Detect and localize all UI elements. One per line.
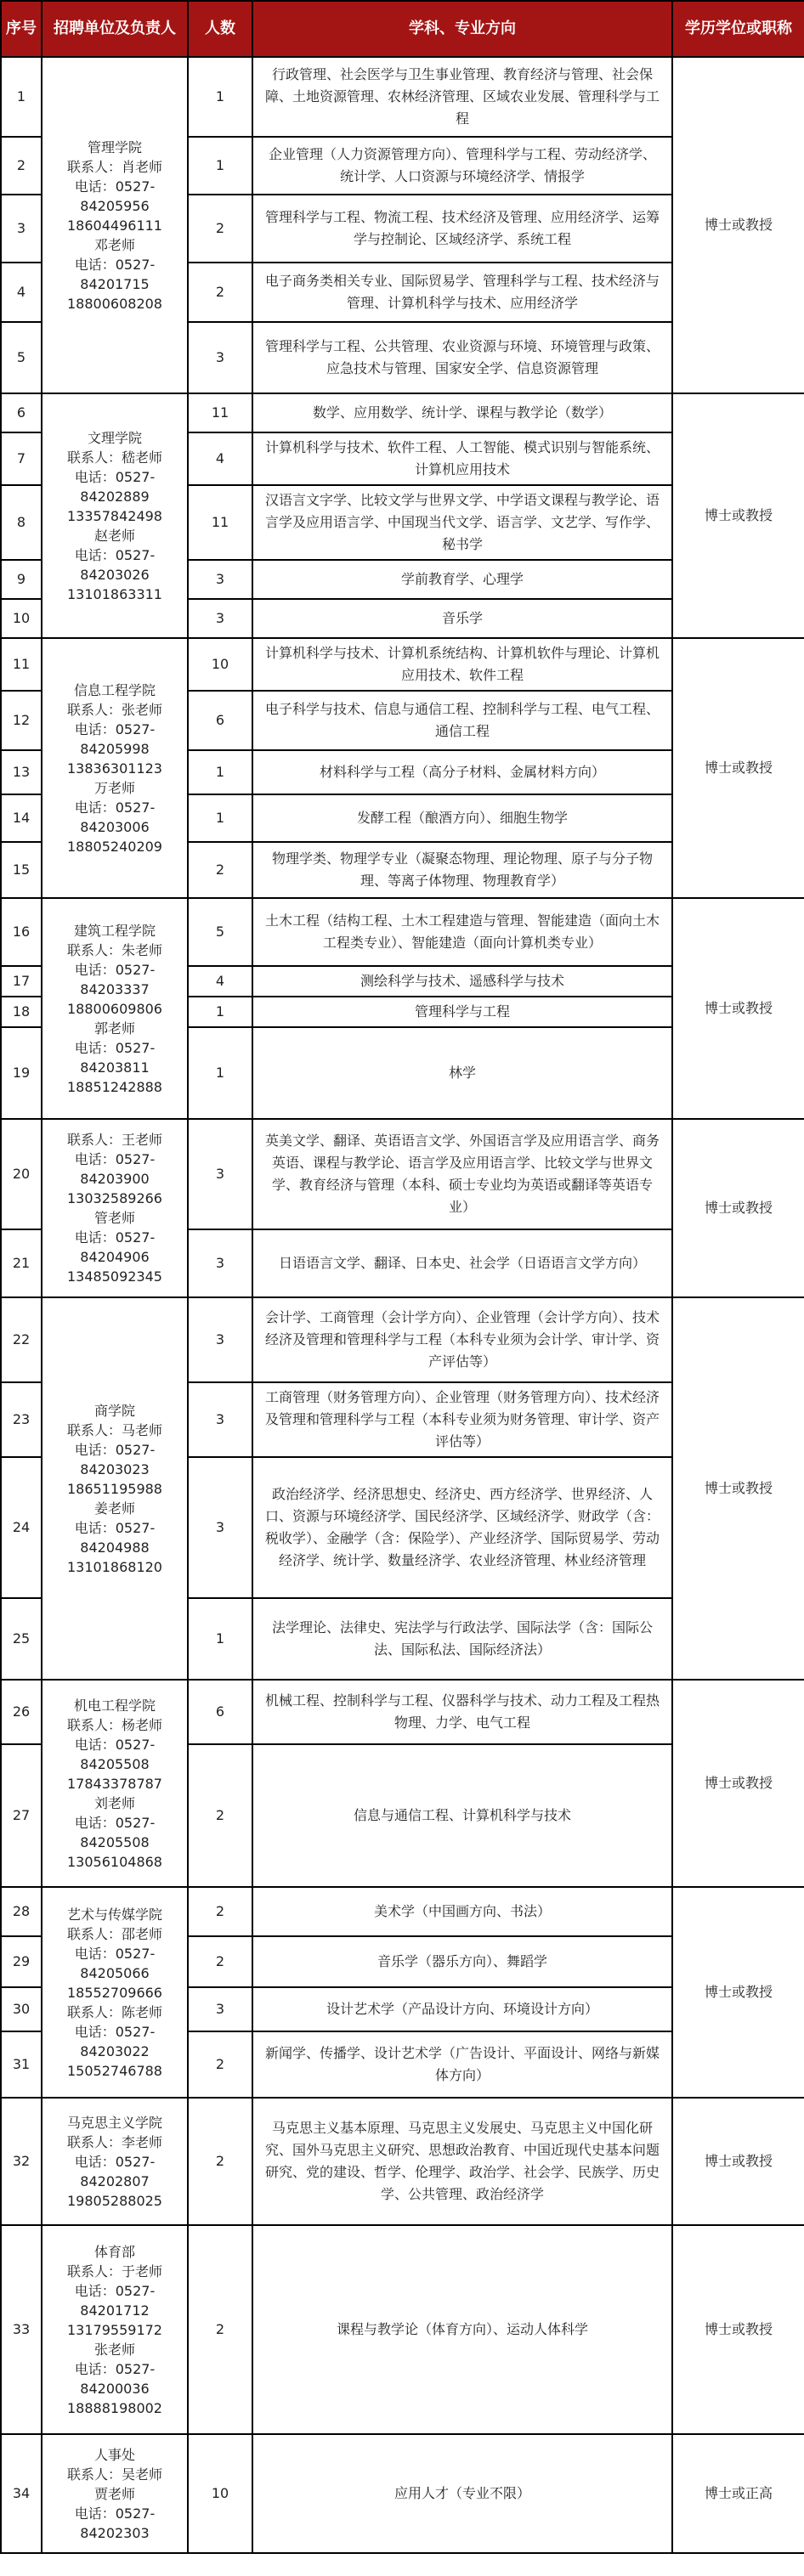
- subject-direction: 法学理论、法律史、宪法学与行政法学、国际法学（含：国际公法、国际私法、国际经济法）: [252, 1598, 672, 1680]
- row-number: 28: [1, 1887, 42, 1936]
- subject-direction: 林学: [252, 1027, 672, 1119]
- headcount: 2: [188, 2031, 252, 2098]
- subject-direction: 发酵工程（酿酒方向）、细胞生物学: [252, 794, 672, 842]
- headcount: 3: [188, 322, 252, 393]
- degree-requirement: 博士或教授: [672, 2098, 804, 2225]
- table-row: [1, 2225, 804, 2434]
- subject-direction: 马克思主义基本原理、马克思主义发展史、马克思主义中国化研究、国外马克思主义研究、思想政治教育、中国近现代史基本问题研究、党的建设、哲学、伦理学、政治学、社会学、民族学、历史学、公共管理、政治经济学: [252, 2098, 672, 2225]
- row-number: 31: [1, 2031, 42, 2098]
- table-row: [1, 2098, 804, 2225]
- subject-direction: 管理科学与工程、物流工程、技术经济及管理、应用经济学、运筹学与控制论、区域经济学、系统工程: [252, 195, 672, 263]
- subject-direction: 物理学类、物理学专业（凝聚态物理、理论物理、原子与分子物理、等离子体物理、物理教育学）: [252, 842, 672, 898]
- subject-direction: 计算机科学与技术、计算机系统结构、计算机软件与理论、计算机应用技术、软件工程: [252, 638, 672, 691]
- headcount: 3: [188, 599, 252, 638]
- recruiting-unit: 商学院 联系人：马老师 电话：0527-84203023 18651195988 姜老师 电话：0527-84204988 13101868120: [42, 1297, 188, 1680]
- row-number: 13: [1, 750, 42, 794]
- headcount: 1: [188, 794, 252, 842]
- row-number: 22: [1, 1297, 42, 1382]
- row-number: 34: [1, 2434, 42, 2553]
- recruiting-unit: 管理学院 联系人：肖老师 电话：0527-84205956 18604496111 邓老师 电话：0527-84201715 18800608208: [42, 57, 188, 393]
- headcount: 6: [188, 691, 252, 750]
- degree-requirement: 博士或教授: [672, 1887, 804, 2098]
- row-number: 11: [1, 638, 42, 691]
- degree-requirement: 博士或教授: [672, 2225, 804, 2434]
- row-number: 24: [1, 1457, 42, 1598]
- recruiting-unit: 马克思主义学院 联系人：李老师 电话：0527-84202807 19805288025: [42, 2098, 188, 2225]
- subject-direction: 管理科学与工程: [252, 997, 672, 1027]
- table-row: [1, 57, 804, 137]
- header-count: 人数: [188, 1, 252, 57]
- row-number: 5: [1, 322, 42, 393]
- subject-direction: 日语语言文学、翻译、日本史、社会学（日语语言文学方向）: [252, 1229, 672, 1297]
- subject-direction: 电子科学与技术、信息与通信工程、控制科学与工程、电气工程、通信工程: [252, 691, 672, 750]
- degree-requirement: 博士或正高: [672, 2434, 804, 2553]
- subject-direction: 音乐学: [252, 599, 672, 638]
- subject-direction: 企业管理（人力资源管理方向）、管理科学与工程、劳动经济学、统计学、人口资源与环境经济学、情报学: [252, 137, 672, 195]
- row-number: 17: [1, 966, 42, 997]
- row-number: 27: [1, 1744, 42, 1887]
- table-row: [1, 1887, 804, 1936]
- row-number: 10: [1, 599, 42, 638]
- table-row: [1, 1297, 804, 1382]
- recruiting-unit: 文理学院 联系人：嵇老师 电话：0527-84202889 13357842498 赵老师 电话：0527-84203026 13101863311: [42, 393, 188, 638]
- row-number: 20: [1, 1119, 42, 1229]
- headcount: 6: [188, 1680, 252, 1744]
- row-number: 4: [1, 263, 42, 322]
- table-row: [1, 393, 804, 432]
- recruiting-unit: 人事处 联系人：吴老师 贾老师 电话：0527-84202303: [42, 2434, 188, 2553]
- degree-requirement: 博士或教授: [672, 57, 804, 393]
- subject-direction: 电子商务类相关专业、国际贸易学、管理科学与工程、技术经济与管理、计算机科学与技术、应用经济学: [252, 263, 672, 322]
- row-number: 14: [1, 794, 42, 842]
- row-number: 3: [1, 195, 42, 263]
- row-number: 21: [1, 1229, 42, 1297]
- headcount: 3: [188, 560, 252, 599]
- recruiting-unit: 建筑工程学院 联系人：朱老师 电话：0527-84203337 18800609806 郭老师 电话：0527-84203811 18851242888: [42, 898, 188, 1119]
- headcount: 3: [188, 1297, 252, 1382]
- subject-direction: 计算机科学与技术、软件工程、人工智能、模式识别与智能系统、计算机应用技术: [252, 432, 672, 485]
- headcount: 4: [188, 966, 252, 997]
- headcount: 1: [188, 750, 252, 794]
- degree-requirement: 博士或教授: [672, 1119, 804, 1297]
- subject-direction: 音乐学（器乐方向）、舞蹈学: [252, 1936, 672, 1987]
- header-row: [1, 1, 804, 57]
- headcount: 2: [188, 842, 252, 898]
- headcount: 1: [188, 57, 252, 137]
- header-no: 序号: [1, 1, 42, 57]
- subject-direction: 行政管理、社会医学与卫生事业管理、教育经济与管理、社会保障、土地资源管理、农林经济管理、区域农业发展、管理科学与工程: [252, 57, 672, 137]
- subject-direction: 课程与教学论（体育方向）、运动人体科学: [252, 2225, 672, 2434]
- header-unit: 招聘单位及负责人: [42, 1, 188, 57]
- row-number: 30: [1, 1987, 42, 2031]
- row-number: 32: [1, 2098, 42, 2225]
- headcount: 4: [188, 432, 252, 485]
- headcount: 3: [188, 1987, 252, 2031]
- table-row: [1, 2434, 804, 2553]
- headcount: 3: [188, 1229, 252, 1297]
- subject-direction: 测绘科学与技术、遥感科学与技术: [252, 966, 672, 997]
- subject-direction: 设计艺术学（产品设计方向、环境设计方向）: [252, 1987, 672, 2031]
- subject-direction: 汉语言文字学、比较文学与世界文学、中学语文课程与教学论、语言学及应用语言学、中国现当代文学、语言学、文艺学、写作学、秘书学: [252, 485, 672, 560]
- headcount: 1: [188, 137, 252, 195]
- headcount: 2: [188, 1744, 252, 1887]
- subject-direction: 新闻学、传播学、设计艺术学（广告设计、平面设计、网络与新媒体方向）: [252, 2031, 672, 2098]
- row-number: 12: [1, 691, 42, 750]
- subject-direction: 英美文学、翻译、英语语言文学、外国语言学及应用语言学、商务英语、课程与教学论、语言学及应用语言学、比较文学与世界文学、教育经济与管理（本科、硕士专业均为英语或翻译等英语专业）: [252, 1119, 672, 1229]
- row-number: 26: [1, 1680, 42, 1744]
- subject-direction: 应用人才（专业不限）: [252, 2434, 672, 2553]
- subject-direction: 管理科学与工程、公共管理、农业资源与环境、环境管理与政策、应急技术与管理、国家安全学、信息资源管理: [252, 322, 672, 393]
- table-row: [1, 1680, 804, 1744]
- row-number: 15: [1, 842, 42, 898]
- recruiting-unit: 机电工程学院 联系人：杨老师 电话：0527-84205508 17843378787 刘老师 电话：0527-84205508 13056104868: [42, 1680, 188, 1887]
- headcount: 2: [188, 2098, 252, 2225]
- row-number: 25: [1, 1598, 42, 1680]
- recruiting-unit: 信息工程学院 联系人：张老师 电话：0527-84205998 13836301123 万老师 电话：0527-84203006 18805240209: [42, 638, 188, 898]
- header-subject: 学科、专业方向: [252, 1, 672, 57]
- subject-direction: 美术学（中国画方向、书法）: [252, 1887, 672, 1936]
- row-number: 19: [1, 1027, 42, 1119]
- row-number: 33: [1, 2225, 42, 2434]
- headcount: 1: [188, 1598, 252, 1680]
- degree-requirement: 博士或教授: [672, 638, 804, 898]
- headcount: 2: [188, 263, 252, 322]
- subject-direction: 土木工程（结构工程、土木工程建造与管理、智能建造（面向土木工程类专业）、智能建造（面向计算机类专业）: [252, 898, 672, 966]
- table-row: [1, 898, 804, 966]
- headcount: 1: [188, 1027, 252, 1119]
- headcount: 11: [188, 485, 252, 560]
- headcount: 10: [188, 638, 252, 691]
- row-number: 18: [1, 997, 42, 1027]
- recruiting-unit: 体育部 联系人：于老师 电话：0527-84201712 13179559172 张老师 电话：0527-84200036 18888198002: [42, 2225, 188, 2434]
- subject-direction: 材料科学与工程（高分子材料、金属材料方向）: [252, 750, 672, 794]
- recruiting-unit: 联系人：王老师 电话：0527-84203900 13032589266 管老师 电话：0527-84204906 13485092345: [42, 1119, 188, 1297]
- row-number: 6: [1, 393, 42, 432]
- subject-direction: 工商管理（财务管理方向）、企业管理（财务管理方向）、技术经济及管理和管理科学与工程（本科专业须为财务管理、审计学、资产评估等）: [252, 1382, 672, 1457]
- table-row: [1, 1119, 804, 1229]
- row-number: 9: [1, 560, 42, 599]
- headcount: 2: [188, 2225, 252, 2434]
- degree-requirement: 博士或教授: [672, 898, 804, 1119]
- subject-direction: 机械工程、控制科学与工程、仪器科学与技术、动力工程及工程热物理、力学、电气工程: [252, 1680, 672, 1744]
- subject-direction: 信息与通信工程、计算机科学与技术: [252, 1744, 672, 1887]
- headcount: 3: [188, 1119, 252, 1229]
- headcount: 3: [188, 1457, 252, 1598]
- row-number: 16: [1, 898, 42, 966]
- row-number: 29: [1, 1936, 42, 1987]
- row-number: 2: [1, 137, 42, 195]
- degree-requirement: 博士或教授: [672, 393, 804, 638]
- subject-direction: 会计学、工商管理（会计学方向）、企业管理（会计学方向）、技术经济及管理和管理科学与工程（本科专业须为会计学、审计学、资产评估等）: [252, 1297, 672, 1382]
- subject-direction: 数学、应用数学、统计学、课程与教学论（数学）: [252, 393, 672, 432]
- headcount: 2: [188, 1936, 252, 1987]
- headcount: 2: [188, 195, 252, 263]
- subject-direction: 政治经济学、经济思想史、经济史、西方经济学、世界经济、人口、资源与环境经济学、国民经济学、区域经济学、财政学（含：税收学）、金融学（含：保险学）、产业经济学、国际贸易学、劳动经济学、统计学、数量经济学、农业经济管理、林业经济管理: [252, 1457, 672, 1598]
- row-number: 1: [1, 57, 42, 137]
- table-row: [1, 638, 804, 691]
- headcount: 11: [188, 393, 252, 432]
- recruiting-unit: 艺术与传媒学院 联系人：邵老师 电话：0527-84205066 18552709666 联系人：陈老师 电话：0527-84203022 15052746788: [42, 1887, 188, 2098]
- headcount: 2: [188, 1887, 252, 1936]
- headcount: 1: [188, 997, 252, 1027]
- row-number: 8: [1, 485, 42, 560]
- header-degree: 学历学位或职称: [672, 1, 804, 57]
- headcount: 3: [188, 1382, 252, 1457]
- row-number: 23: [1, 1382, 42, 1457]
- degree-requirement: 博士或教授: [672, 1680, 804, 1887]
- headcount: 5: [188, 898, 252, 966]
- subject-direction: 学前教育学、心理学: [252, 560, 672, 599]
- headcount: 10: [188, 2434, 252, 2553]
- degree-requirement: 博士或教授: [672, 1297, 804, 1680]
- row-number: 7: [1, 432, 42, 485]
